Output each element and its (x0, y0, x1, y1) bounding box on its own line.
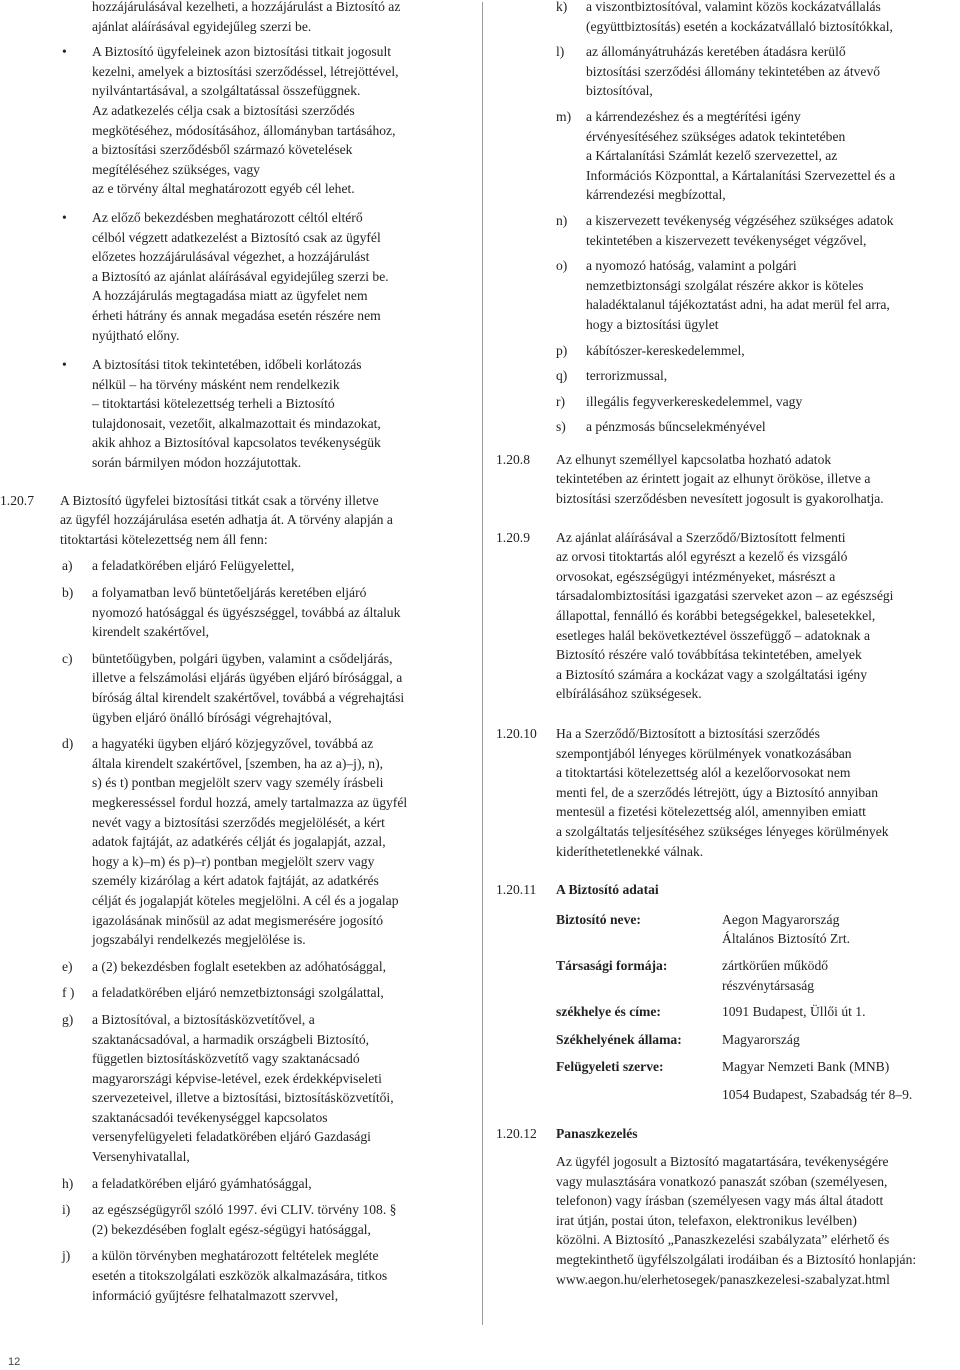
text-line: A hozzájárulás megtagadása miatt az ügyfelet nem (92, 288, 368, 304)
text-line: a folyamatban levő büntetőeljárás keretében eljáró (92, 585, 367, 601)
list-item (0, 1200, 466, 1239)
text-line: célból végzett adatkezelést a Biztosító csak az ügyfél (92, 229, 381, 245)
text-line: során bármilyen módon hozzájutottak. (92, 455, 302, 471)
text-line: vagy mulasztására vonatkozó panaszát szóban (személyesen, (556, 1173, 888, 1189)
section-1-20-8 (496, 450, 958, 509)
field-value (722, 956, 958, 995)
list-item-label: p) (556, 342, 568, 358)
table-row (556, 910, 958, 949)
text-line: megkötéséhez, módosításához, állományban tartásához, (92, 122, 396, 138)
text-line: 1091 Budapest, Üllői út 1. (722, 1004, 866, 1020)
complaint-paragraph (556, 1152, 958, 1289)
text-line: információ gyűjtésre felhatalmazott szervvel, (92, 1287, 339, 1303)
text-line: esetleges halál bekövetkeztével összefüggő – adatoknak a (556, 627, 871, 643)
text-line: tekintetében a kiszervezett tevékenységet végzővel, (586, 232, 867, 248)
section-title: A Biztosító adatai (556, 882, 659, 898)
text-line: megítéléséhez szükséges, vagy (92, 161, 260, 177)
text-line: szervezeteivel, illetve a biztosítási, biztosításközvetítői, (92, 1090, 394, 1106)
section-number: 1.20.10 (496, 726, 537, 741)
text-line: Magyarország (722, 1031, 800, 1047)
text-line: tulajdonosait, vezetőit, alkalmazottait és mindazokat, (92, 415, 381, 431)
exception-list-continued (496, 0, 958, 437)
text-line: s) és t) pontban megjelölt szerv vagy személy írásbeli (92, 775, 384, 791)
text-line: érvényesítéséhez szükséges adatok tekintetében (586, 128, 846, 144)
text-line: a nyomozó hatóság, valamint a polgári (586, 258, 797, 274)
text-line: nyújtható előny. (92, 327, 180, 343)
text-line: a titoktartási kötelezettség alól a kezelőorvosokat nem (556, 765, 851, 781)
insurer-data-table (556, 910, 958, 1105)
list-item-label: l) (556, 44, 565, 60)
text-line: biztosítási szerződésben nevesített jogosult is gyakorolhatja. (556, 491, 884, 507)
text-line: szaktanácsadóval, a harmadik országbeli Biztosító, (92, 1031, 370, 1047)
text-line: a feladatkörében eljáró nemzetbiztonsági szolgálattal, (92, 985, 384, 1001)
list-item (0, 983, 466, 1003)
text-line: esetén a titokszolgálati eszközök alkalmazására, titkos (92, 1268, 388, 1284)
complaint-url[interactable]: www.aegon.hu/elerhetosegek/panaszkezelesi-szabalyzat.html (556, 1271, 890, 1287)
text-line: a Biztosító számára a kockázat vagy a szolgáltatási igény (556, 666, 868, 682)
list-item (496, 417, 958, 437)
text-line: Az ügyfél jogosult a Biztosító magatartására, tevékenységére (556, 1154, 889, 1170)
text-line: hogy a biztosítási ügylet (586, 316, 719, 332)
text-line: a hagyatéki ügyben eljáró közjegyzővel, továbbá az (92, 736, 374, 752)
text-line: szaktanácsadói tevékenységgel kapcsolatos (92, 1109, 328, 1125)
text-line: nyomozó hatósággal és ügyészséggel, továbbá az általuk (92, 604, 401, 620)
list-item (496, 42, 958, 101)
bullet-item (0, 208, 466, 345)
text-line: biztosítási szerződési állomány tekintetében az átvevő (586, 63, 881, 79)
text-line: érheti hátrány és annak megadása esetén részére nem (92, 307, 381, 323)
text-line: Az adatkezelés célja csak a biztosítási szerződés (92, 102, 355, 118)
column-divider (482, 2, 483, 1325)
text-line: orvosokat, egészségügyi intézményeket, másrészt a (556, 568, 836, 584)
table-row (556, 1057, 958, 1077)
text-line: akik ahhoz a Biztosítóval kapcsolatos tevékenységük (92, 435, 381, 451)
list-item (0, 649, 466, 727)
list-item (0, 734, 466, 950)
text-line: kideríthetetlenekké válnak. (556, 843, 704, 859)
table-row (556, 1085, 958, 1105)
text-line: zártkörűen működő (722, 957, 829, 973)
right-column (496, 0, 958, 1289)
text-line: Általános Biztosító Zrt. (722, 931, 850, 947)
text-line: a feladatkörében eljáró Felügyelettel, (92, 558, 295, 574)
text-line: állapottal, fennálló és korábbi betegségekkel, balesetekkel, (556, 608, 876, 624)
text-line: a kárrendezéshez és a megtérítési igény (586, 108, 801, 124)
field-label: székhelye és címe: (556, 1004, 661, 1020)
text-line: a viszontbiztosítóval, valamint közös kockázatvállalás (586, 0, 881, 14)
text-line: az e törvény által meghatározott egyéb cél lehet. (92, 181, 355, 197)
text-line: társadalombiztosítási igazgatási szerveket azon – az egészségi (556, 588, 894, 604)
list-item-label: m) (556, 108, 572, 124)
text-line: büntetőügyben, polgári ügyben, valamint a csődeljárás, (92, 650, 393, 666)
text-line: közölni. A Biztosító „Panaszkezelési szabályzata” elérhető és (556, 1232, 890, 1248)
field-value (722, 1030, 958, 1050)
list-item (0, 1174, 466, 1194)
text-line: Ha a Szerződő/Biztosított a biztosítási szerződés (556, 726, 820, 741)
list-item (496, 256, 958, 334)
text-line: tekintetében az érintett jogait az elhunyt örököse, illetve a (556, 471, 871, 487)
text-line: titoktartási kötelezettség nem áll fenn: (60, 531, 268, 547)
list-item-label: d) (62, 736, 74, 752)
text-line: a Biztosító az ajánlat aláírásával egyidejűleg szerzi be. (92, 268, 389, 284)
text-line: illetve a felszámolási eljárás ügyében eljáró bírósággal, a (92, 670, 403, 686)
section-1-20-11 (496, 880, 958, 900)
text-line: illegális fegyverkereskedelemmel, vagy (586, 393, 803, 409)
text-line: Magyar Nemzeti Bank (MNB) (722, 1059, 890, 1075)
list-item (496, 0, 958, 36)
table-row (556, 956, 958, 995)
text-line: • A Biztosító ügyfeleinek azon biztosítási titkait jogosult (92, 44, 392, 60)
text-line: az orvosi titoktartás alól egyrészt a kezelő és vizsgáló (556, 549, 848, 565)
continued-paragraph (0, 0, 466, 36)
list-item-label: s) (556, 419, 566, 435)
field-value (722, 910, 958, 949)
text-line: szempontjából lényeges körülmények vonatkozásában (556, 745, 852, 761)
text-line: ajánlat aláírásával egyidejűleg szerzi be. (92, 18, 312, 34)
section-number: 1.20.9 (496, 529, 530, 545)
section-number: 1.20.12 (496, 1125, 537, 1141)
text-line: nevét vagy a biztosítási szerződés megjelölését, a kért (92, 814, 385, 830)
list-item (0, 957, 466, 977)
table-row (556, 1030, 958, 1050)
text-line: nélkül – ha törvény másként nem rendelkezik (92, 376, 340, 392)
list-item (496, 107, 958, 205)
list-item-label: c) (62, 650, 73, 666)
text-line: nyilvántartásával, a szolgáltatással összefüggnek. (92, 83, 361, 99)
text-line: kirendelt szakértővel, (92, 624, 210, 640)
section-1-20-10 (496, 724, 958, 861)
list-item-label: a) (62, 558, 73, 574)
list-item (496, 392, 958, 412)
list-item (0, 556, 466, 576)
text-line: kábítószer-kereskedelemmel, (586, 342, 745, 358)
list-item (496, 366, 958, 386)
list-item-label: h) (62, 1175, 74, 1191)
text-line: a Kártalanítási Számlát kezelő szervezettel, az (586, 148, 838, 164)
text-line: telefonon) vagy írásban (személyesen vagy más által átadott (556, 1193, 884, 1209)
text-line: 1054 Budapest, Szabadság tér 8–9. (722, 1086, 913, 1102)
section-title: Panaszkezelés (556, 1125, 638, 1141)
text-line: jogszabályi rendelkezés megjelölése is. (92, 932, 306, 948)
field-label: Biztosító neve: (556, 911, 641, 927)
list-item-label: e) (62, 958, 73, 974)
text-line: a (2) bekezdésben foglalt esetekben az adóhatósággal, (92, 958, 387, 974)
table-row (556, 1002, 958, 1022)
text-line: a pénzmosás bűncselekményével (586, 419, 766, 435)
text-line: megkeresséssel fordul hozzá, amely tartalmazza az ügyfél (92, 794, 408, 810)
bullet-item (0, 355, 466, 473)
text-line: mentesül a fizetési kötelezettség alól, amennyiben emiatt (556, 804, 866, 820)
list-item-label: j) (62, 1248, 71, 1264)
text-line: (együttbiztosítás) esetén a kockázatvállaló biztosítókkal, (586, 18, 893, 34)
list-item (0, 1246, 466, 1305)
text-line: Aegon Magyarország (722, 911, 840, 927)
text-line: • Az előző bekezdésben meghatározott céltól eltérő (92, 209, 363, 225)
text-line: célját és jogalapját köteles megjelölni. A cél és a jogalap (92, 892, 399, 908)
text-line: kezelni, amelyek a biztosítási szerződéssel, létrejöttével, (92, 63, 399, 79)
text-line: személy kizárólag a kért adatok fajtáját, az adatkérés (92, 873, 379, 889)
page-number: 12 (8, 1356, 21, 1368)
text-line: A Biztosító ügyfelei biztosítási titkát csak a törvény illetve (60, 492, 379, 508)
text-line: Biztosító részére való továbbítása tekintetében, amelyek (556, 647, 862, 663)
text-line: Információs Központtal, a Kártalanítási Szervezettel és a (586, 167, 896, 183)
text-line: kárrendezési megbízottal, (586, 187, 726, 203)
text-line: elbírálásához szükségesek. (556, 686, 702, 702)
list-item-label: g) (62, 1011, 74, 1027)
list-item (496, 341, 958, 361)
text-line: részvénytársaság (722, 977, 815, 993)
field-value (722, 1002, 958, 1022)
text-line: igazolásának minősül az adat megismerésére jogosító (92, 912, 384, 928)
list-item-label: q) (556, 368, 568, 384)
text-line: az állományátruházás keretében átadásra kerülő (586, 44, 846, 60)
field-label: Székhelyének állama: (556, 1031, 682, 1047)
field-label: Felügyeleti szerve: (556, 1059, 664, 1075)
text-line: hozzájárulásával kezelheti, a hozzájárulást a Biztosító az (92, 0, 401, 14)
text-line: Az elhunyt személlyel kapcsolatba hozható adatok (556, 451, 832, 467)
text-line: adatok fajtáját, az adatkérés célját és jogalapját, azzal, (92, 834, 386, 850)
list-item-label: i) (62, 1202, 71, 1218)
list-item-label: k) (556, 0, 568, 14)
text-line: a biztosítási szerződésből származó követelések (92, 142, 353, 158)
text-line: versenyfelügyeleti feladatkörében eljáró Gazdasági (92, 1129, 371, 1145)
bullet-item (0, 42, 466, 199)
section-number: 1.20.11 (496, 882, 537, 898)
section-1-20-7 (0, 491, 466, 550)
section-1-20-9 (496, 528, 958, 704)
list-item (0, 1010, 466, 1167)
text-line: az egészségügyről szóló 1997. évi CLIV. törvény 108. § (92, 1202, 397, 1218)
text-line: előzetes hozzájárulásával végezhet, a hozzájárulást (92, 249, 370, 265)
section-1-20-12 (496, 1124, 958, 1290)
list-item-label: o) (556, 258, 568, 274)
text-line: a szolgáltatás teljesítéséhez szükséges lényeges körülmények (556, 823, 889, 839)
text-line: az ügyfél hozzájárulása esetén adhatja át. A törvény alapján a (60, 512, 393, 528)
field-value (722, 1085, 958, 1105)
left-column (0, 0, 466, 1312)
text-line: haladéktalanul tájékoztatást adni, ha adat merül fel arra, (586, 297, 890, 313)
field-value (722, 1057, 958, 1077)
text-line: (2) bekezdésében foglalt egész-ségügyi hatósággal, (92, 1221, 371, 1237)
text-line: magyarországi képvise-letével, ezek érdekképviseleti (92, 1070, 382, 1086)
list-item-label: f ) (62, 985, 75, 1001)
list-item (0, 583, 466, 642)
exception-list (0, 556, 466, 1305)
text-line: a kiszervezett tevékenység végzéséhez szükséges adatok (586, 212, 894, 228)
text-line: a Biztosítóval, a biztosításközvetítővel, a (92, 1011, 315, 1027)
list-item (496, 211, 958, 250)
text-line: a külön törvényben meghatározott feltételek megléte (92, 1248, 379, 1264)
list-item-label: r) (556, 393, 566, 409)
text-line: Versenyhivatallal, (92, 1149, 190, 1165)
section-number: 1.20.7 (0, 492, 34, 508)
text-line: nemzetbiztonsági szolgálat részére akkor is köteles (586, 277, 864, 293)
text-line: menti fel, de a szerződés létrejött, úgy a Biztosító annyiban (556, 784, 878, 800)
text-line: független biztosításközvetítő vagy szaktanácsadó (92, 1051, 360, 1067)
text-line: terrorizmussal, (586, 368, 668, 384)
text-line: irat útján, postai úton, telefaxon, elektronikus levélben) (556, 1212, 857, 1228)
list-item-label: n) (556, 212, 568, 228)
text-line: Az ajánlat aláírásával a Szerződő/Biztosított felmenti (556, 529, 846, 545)
text-line: megtekinthető ügyfélszolgálati irodáiban és a Biztosító honlapján: (556, 1252, 917, 1268)
text-line: – titoktartási kötelezettség terheli a Biztosító (92, 396, 335, 412)
text-line: a feladatkörében eljáró gyámhatósággal, (92, 1175, 312, 1191)
list-item-label: b) (62, 585, 74, 601)
field-label: Társasági formája: (556, 957, 668, 973)
text-line: bíróság által kirendelt szakértővel, továbbá a végrehajtási (92, 690, 405, 705)
text-line: • A biztosítási titok tekintetében, időbeli korlátozás (92, 357, 362, 373)
field-label (556, 1085, 722, 1105)
section-number: 1.20.8 (496, 451, 530, 467)
text-line: hogy a k)–m) és p)–r) pontban megjelölt szerv vagy (92, 853, 375, 869)
text-line: biztosítóval, (586, 83, 653, 99)
text-line: általa kirendelt szakértővel, [szemben, ha az a)–j), n), (92, 755, 383, 771)
text-line: ügyben eljáró önálló bírósági végrehajtóval, (92, 709, 332, 725)
